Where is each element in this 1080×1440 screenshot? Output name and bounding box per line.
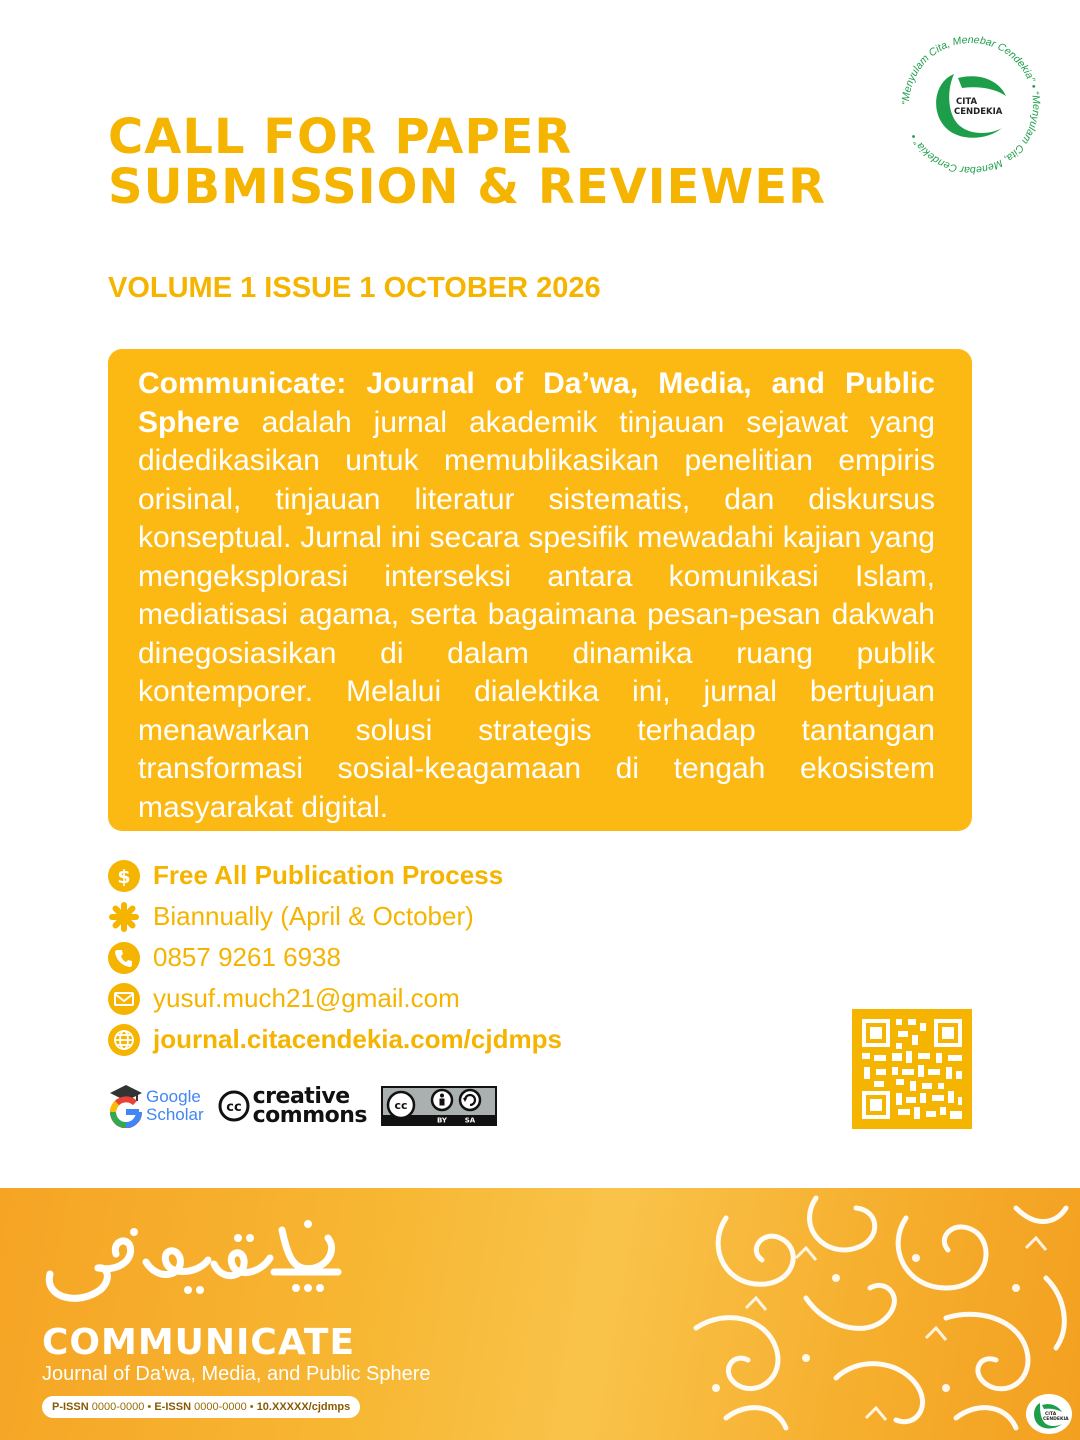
eissn-value: 0000-0000	[194, 1401, 247, 1413]
small-logo-line-2: CENDEKIA	[1043, 1417, 1069, 1422]
arabic-logotype-text: جومونيجت	[38, 1202, 43, 1203]
svg-text:$: $	[117, 865, 131, 887]
page-title	[108, 109, 827, 215]
seal-name-line-2: CENDEKIA	[954, 107, 1003, 117]
google-scholar-badge[interactable]	[108, 1084, 204, 1128]
separator-2: •	[249, 1401, 254, 1413]
fee-text: Free All Publication Process	[153, 860, 504, 890]
creative-commons-line-1: creative	[252, 1084, 350, 1109]
journal-description-box	[108, 349, 972, 831]
info-list	[108, 855, 708, 1060]
google-scholar-line-2: Scholar	[146, 1105, 204, 1124]
issn-doi-pill	[42, 1396, 360, 1418]
headline-line-2: SUBMISSION & REVIEWER	[108, 159, 827, 215]
dollar-icon	[108, 860, 140, 892]
creative-commons-badge[interactable]	[218, 1084, 368, 1128]
share-alike-icon	[460, 1090, 480, 1110]
google-scholar-line-1: Google	[146, 1087, 201, 1106]
creative-commons-line-2: commons	[252, 1103, 368, 1128]
info-row-fee	[108, 855, 708, 896]
mail-icon	[108, 983, 140, 1015]
info-row-phone	[108, 937, 708, 978]
pissn-label: P-ISSN	[52, 1401, 89, 1413]
journal-name: Communicate: Journal of Da’wa, Media, and Public Sphere	[138, 367, 935, 439]
email-link[interactable]: yusuf.much21@gmail.com	[153, 983, 460, 1013]
svg-text:cc: cc	[394, 1099, 408, 1112]
eissn-label: E-ISSN	[154, 1401, 192, 1413]
info-row-frequency	[108, 896, 708, 937]
website-link[interactable]: journal.citacendekia.com/cjdmps	[153, 1024, 562, 1054]
footer-banner	[0, 1188, 1080, 1440]
info-row-email	[108, 978, 708, 1019]
qr-code-icon[interactable]	[852, 1009, 972, 1129]
globe-icon	[108, 1024, 140, 1056]
journal-description-body: adalah jurnal akademik tinjauan sejawat yang didedikasikan untuk memublikasikan penelitian empiris orisinal, tinjauan literatur sistematis, dan diskursus konseptual. Jurnal ini secara spesifik mewadahi kajian yang mengeksplorasi interseksi antara komunikasi Islam, mediatisasi agama, serta bagaimana pesan-pesan dakwah dinegosiasikan di dalam dinamika ruang publik kontemporer. Melalui dialektika ini, jurnal bertujuan menawarkan solusi strategis terhadap tantangan transformasi sosial-keagamaan di tengah ekosistem masyarakat digital.	[138, 405, 935, 824]
cita-cendekia-small-logo	[1026, 1394, 1072, 1434]
doi-value[interactable]: 10.XXXXX/cjdmps	[256, 1401, 351, 1413]
google-scholar-icon	[108, 1084, 144, 1128]
separator-1: •	[147, 1401, 152, 1413]
phone-text[interactable]: 0857 9261 6938	[153, 942, 341, 972]
journal-description	[138, 365, 935, 827]
phone-icon	[108, 942, 140, 974]
footer-journal-title: COMMUNICATE	[42, 1322, 356, 1363]
creative-commons-icon	[218, 1090, 250, 1122]
license-sa-label: SA	[464, 1116, 476, 1124]
seal-name-line-1: CITA	[956, 97, 978, 107]
pissn-value: 0000-0000	[91, 1401, 145, 1413]
volume-label: VOLUME 1 ISSUE 1 OCTOBER 2026	[108, 272, 601, 304]
info-row-website	[108, 1019, 708, 1060]
decorative-ornament	[686, 1188, 1080, 1440]
cc-by-sa-license-badge[interactable]	[381, 1086, 497, 1126]
svg-text:cc: cc	[225, 1100, 242, 1115]
license-by-label: BY	[437, 1116, 448, 1124]
cita-cendekia-logo	[896, 30, 1046, 180]
arabic-logotype	[38, 1202, 348, 1312]
badges-row	[108, 1082, 497, 1130]
frequency-text: Biannually (April & October)	[153, 901, 474, 931]
small-logo-line-1: CITA	[1045, 1412, 1057, 1417]
asterisk-icon	[108, 901, 140, 933]
headline-line-1: CALL FOR PAPER	[108, 109, 573, 165]
seal-ring-text: “Menyulam Cita, Menebar Cendekia” • “Menyulam Cita, Menebar Cendekia” •	[899, 33, 1043, 177]
footer-journal-subtitle: Journal of Da'wa, Media, and Public Sphere	[42, 1363, 431, 1385]
